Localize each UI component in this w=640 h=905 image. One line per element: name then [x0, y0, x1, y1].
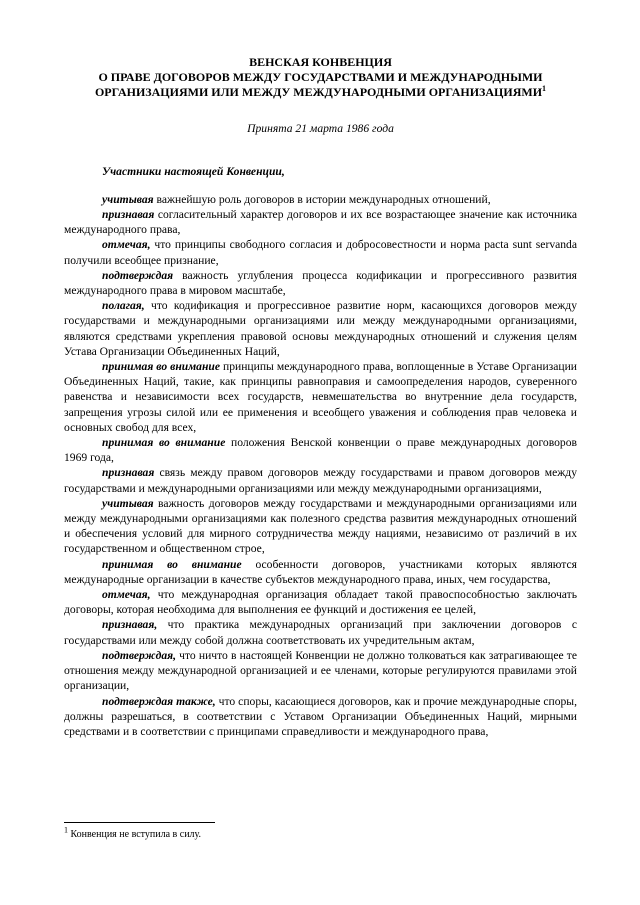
footnote-line — [64, 825, 202, 840]
paragraph-text: что международная организация обладает такой правоспособностью заключать договоры, которая необходима для выполнения ее функций и достижения ее целей, — [64, 588, 577, 617]
paragraph-text: важность договоров между государствами и международными организациями или между международными организациями как полезного средства развития международных отношений и обеспечения условий для мирного сотрудничества между нациями, независимо от различий в их государственном и общественном строе, — [64, 496, 577, 556]
paragraph-lead: отмечая, — [102, 238, 151, 252]
paragraph-text: что принципы свободного согласия и добросовестности и норма pacta sunt servanda получили всеобщее признание, — [64, 238, 577, 267]
preamble-paragraph — [64, 359, 577, 435]
preamble-paragraph — [64, 557, 577, 587]
paragraph-text: важнейшую роль договоров в истории международных отношений, — [153, 192, 491, 206]
paragraph-lead: подтверждая также, — [102, 694, 216, 708]
paragraph-lead: принимая во внимание — [102, 360, 220, 374]
preamble-body — [64, 192, 577, 739]
preamble-paragraph — [64, 617, 577, 647]
paragraph-text: что ничто в настоящей Конвенции не должно толковаться как затрагивающее те отношения между международной организацией и ее членами, которые регулируются правилами этой организации, — [64, 648, 577, 693]
preamble-paragraph — [64, 268, 577, 298]
paragraph-lead: подтверждая, — [102, 648, 177, 662]
paragraph-lead: подтверждая — [102, 268, 174, 282]
paragraph-text: согласительный характер договоров и их все возрастающее значение как источника международного права, — [64, 208, 577, 237]
paragraph-text: что кодификация и прогрессивное развитие норм, касающихся договоров между государствами и международными организациями или между международными организациями, являются средствами укрепления правовой основы международных отношений и служения целям Устава Организации Объединенных Наций, — [64, 299, 577, 358]
footnote-separator — [64, 822, 215, 823]
preamble-paragraph — [64, 435, 577, 465]
paragraph-text: что практика международных организаций при заключении договоров с государствами или между собой должна соответствовать их учредительным актам, — [64, 618, 577, 647]
footnote — [64, 822, 577, 841]
preamble-paragraph — [64, 496, 577, 557]
preamble-paragraph — [64, 237, 577, 267]
preamble-paragraph — [64, 207, 577, 237]
footnote-text: Конвенция не вступила в силу. — [68, 829, 202, 840]
paragraph-lead: полагая, — [102, 299, 145, 313]
document-title — [64, 55, 577, 99]
footnote-ref: 1 — [64, 825, 68, 835]
preamble-paragraph — [64, 192, 577, 207]
paragraph-lead: учитывая — [102, 192, 154, 206]
paragraph-text: связь между правом договоров между государствами и правом договоров между государствами и международными организациями или между международными организациями, — [64, 466, 577, 495]
paragraph-text: положения Венской конвенции о праве международных договоров 1969 года, — [64, 436, 577, 465]
paragraph-text: особенности договоров, участниками которых являются международные организации в качестве субъектов международного права, иных, чем государства, — [64, 557, 577, 586]
paragraph-lead: признавая — [102, 208, 155, 221]
preamble-intro: Участники настоящей Конвенции, — [102, 164, 285, 178]
paragraph-lead: признавая, — [102, 618, 158, 632]
preamble-paragraph — [64, 298, 577, 359]
title-footnote-ref: 1 — [542, 83, 547, 93]
preamble-paragraph — [64, 694, 577, 740]
preamble-paragraph — [64, 587, 577, 617]
paragraph-text: что споры, касающиеся договоров, как и прочие международные споры, должны разрешаться, в соответствии с Уставом Организации Объединенных Наций, мирными средствами и в соответствии с принципами справедливости и международного права, — [64, 694, 577, 738]
paragraph-lead: отмечая, — [102, 588, 151, 602]
paragraph-lead: принимая во внимание — [102, 557, 242, 571]
paragraph-lead: признавая — [102, 466, 155, 480]
paragraph-text: принципы международного права, воплощенные в Уставе Организации Объединенных Наций, такие, как принципы равноправия и самоопределения народов, суверенного равенства и независимости всех государств, невмешательства во внутренние дела государств, запрещения угрозы силой или ее применения и всеобщего уважения и соблюдения прав человека и основных свобод для всех, — [64, 360, 577, 434]
preamble-paragraph — [64, 465, 577, 495]
title-line-2-text: О ПРАВЕ ДОГОВОРОВ МЕЖДУ ГОСУДАРСТВАМИ И МЕЖДУНАРОДНЫМИ ОРГАНИЗАЦИЯМИ ИЛИ МЕЖДУ МЕЖДУНАРОДНЫМИ ОРГАНИЗАЦИЯМИ — [94, 69, 543, 99]
title-line-1: ВЕНСКАЯ КОНВЕНЦИЯ — [249, 55, 392, 69]
paragraph-lead: учитывая — [102, 496, 154, 510]
adoption-date: Принята 21 марта 1986 года — [247, 122, 394, 136]
title-line-2 — [95, 70, 546, 99]
preamble-paragraph — [64, 648, 577, 694]
paragraph-lead: принимая во внимание — [102, 436, 226, 450]
paragraph-text: важность углубления процесса кодификации и прогрессивного развития международного права в мировом масштабе, — [64, 268, 577, 298]
